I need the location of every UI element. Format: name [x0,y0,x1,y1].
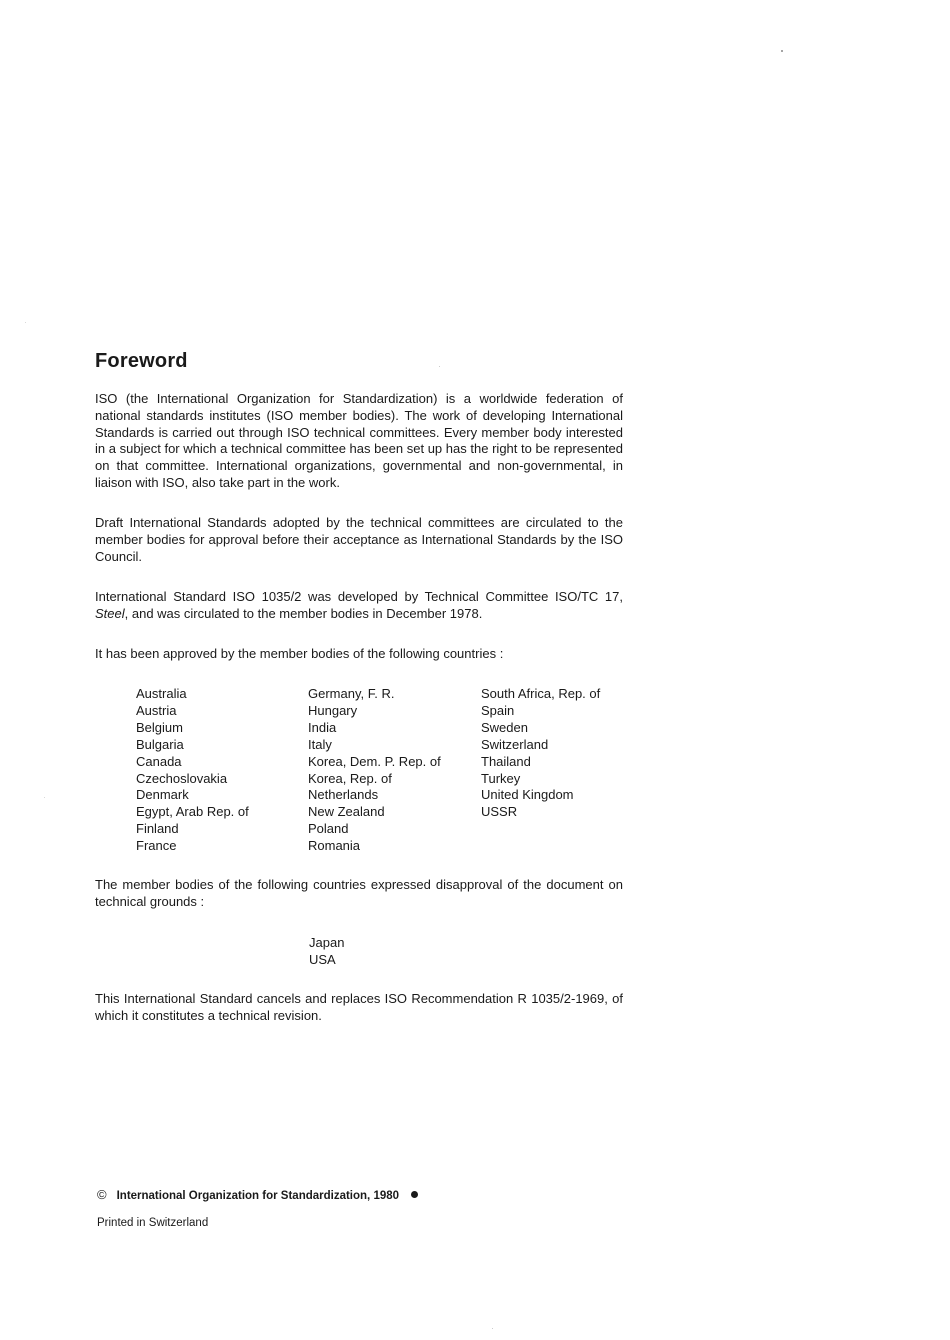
country-name: France [136,838,177,854]
scan-speck [25,322,26,323]
countries-column-3 [481,686,600,821]
country-name: Romania [308,838,361,854]
copyright-notice [97,1187,418,1202]
country-name: Thailand [481,753,531,769]
country-name: Australia [136,686,187,701]
copyright-icon: © [97,1187,107,1202]
committee-name: Steel [95,605,125,621]
development-text-start: International Standard ISO 1035/2 was developed by Technical Committee ISO/TC 17, [95,589,623,604]
country-name: Turkey [481,770,521,786]
country-name: Belgium [136,719,183,735]
bullet-dot-icon [411,1191,418,1198]
scan-speck [439,366,440,367]
country-name: India [308,719,337,735]
scan-speck [44,797,45,798]
copyright-text: International Organization for Standardization, 1980 [116,1190,400,1202]
countries-column-2 [308,686,441,855]
country-name: Egypt, Arab Rep. of [136,804,249,820]
country-name: Bulgaria [136,736,184,752]
paragraph-approval-intro: It has been approved by the member bodies of the following countries : [95,646,504,661]
page-title: Foreword [95,350,188,372]
scan-speck [781,50,783,52]
country-name: Italy [308,736,332,752]
country-name: Poland [308,821,349,837]
country-name: United Kingdom [481,787,574,803]
paragraph-draft-standards: Draft International Standards adopted by the technical committees are circulated to the member bodies for approval before their acceptance as International Standards by the ISO Council. [95,515,623,564]
country-name: USA [309,951,336,967]
disapproving-countries-list [309,935,344,969]
country-name: Hungary [308,702,358,718]
country-name: Denmark [136,787,189,803]
country-name: Sweden [481,719,528,735]
country-name: Finland [136,821,179,837]
scan-speck [492,1328,493,1329]
development-text-end: , and was circulated to the member bodies in December 1978. [124,605,483,621]
country-name: Czechoslovakia [136,770,228,786]
country-name: New Zealand [308,804,385,820]
country-name: Canada [136,753,182,769]
printed-in-note: Printed in Switzerland [97,1217,209,1229]
country-name: Netherlands [308,787,379,803]
country-name: USSR [481,804,518,820]
countries-column-1 [136,686,249,855]
country-name: Korea, Rep. of [308,770,392,786]
country-name: Japan [309,935,345,950]
country-name: South Africa, Rep. of [481,686,601,701]
country-name: Germany, F. R. [308,686,395,701]
paragraph-iso-description: ISO (the International Organization for Standardization) is a worldwide federation of national standards institutes (ISO member bodies). The work of developing International Standards is carried out through ISO technical committees. Every member body interested in a subject for which a technical committee has been set up has the right to be represented on that committee. International organizations, governmental and non-governmental, in liaison with ISO, also take part in the work. [95,391,623,490]
country-name: Korea, Dem. P. Rep. of [308,753,441,769]
country-name: Spain [481,702,515,718]
country-name: Switzerland [481,736,549,752]
paragraph-revision-note: This International Standard cancels and replaces ISO Recommendation R 1035/2-1969, of which it constitutes a technical revision. [95,991,623,1023]
paragraph-disapproval-intro: The member bodies of the following countries expressed disapproval of the document on technical grounds : [95,877,623,909]
paragraph-development [95,589,623,623]
country-name: Austria [136,702,177,718]
